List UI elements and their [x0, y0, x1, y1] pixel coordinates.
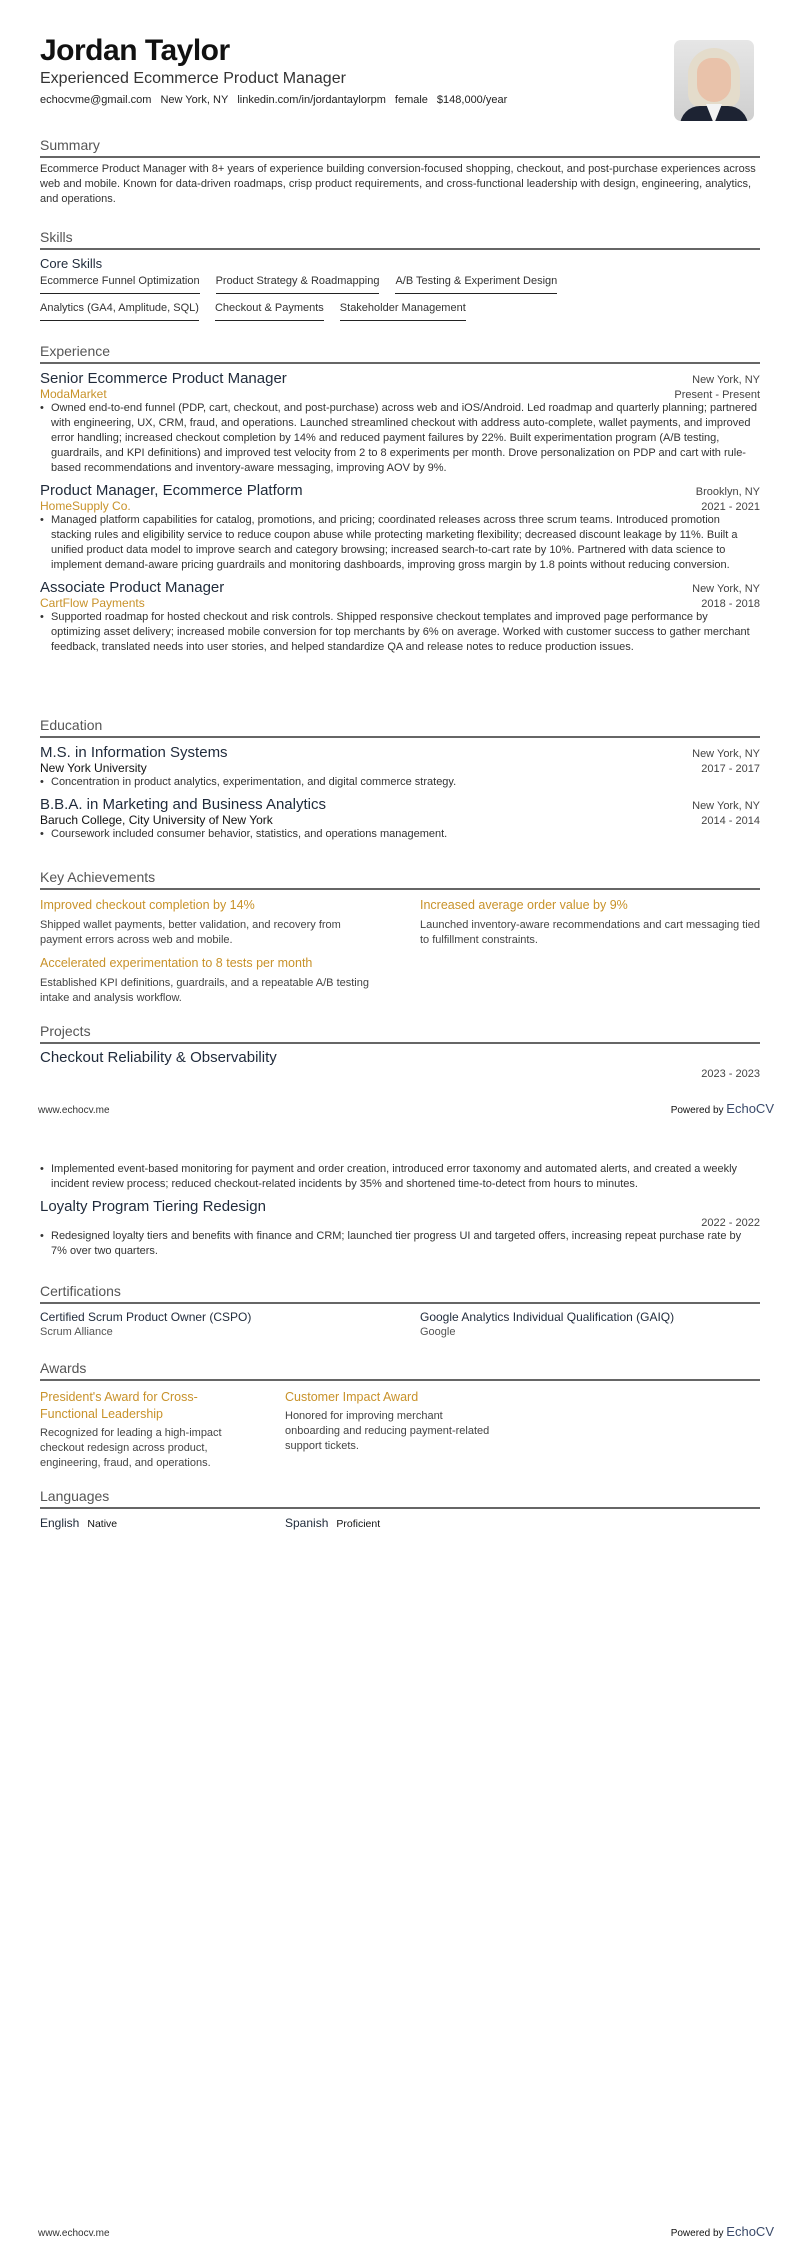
contact-linkedin[interactable]: linkedin.com/in/jordantaylorpm [237, 94, 386, 106]
bullet-icon: • [40, 611, 44, 623]
footer-powered[interactable] [671, 1101, 774, 1116]
job-bullet: Managed platform capabilities for catalog, promotions, and pricing; coordinated releases across three scrum teams. Introduced promotion stacking rules and eligibility service to reduce coupon abuse while protecting marketing flexibility; decreased discount leakage by 11%. Built a unified product data model to improve search and category browsing; increased search-to-cart rate by 10%. Partnered with data science to implement demand-aware pricing guardrails and monitoring dashboards, improving gross margin by 1.8 points without reducing conversion. [51, 514, 738, 571]
job-title: Product Manager, Ecommerce Platform [40, 482, 303, 499]
echocv-logo: EchoCV [726, 1101, 774, 1116]
achievements-section [40, 869, 760, 1006]
company-name: HomeSupply Co. [40, 499, 131, 513]
award-item [285, 1381, 490, 1471]
achievement-desc: Established KPI definitions, guardrails, and a repeatable A/B testing intake and analysis workflow. [40, 977, 369, 1004]
section-heading: Certifications [40, 1283, 760, 1304]
achievement-item [40, 948, 380, 1006]
achievement-desc: Shipped wallet payments, better validation, and recovery from payment errors across web and mobile. [40, 919, 341, 946]
skill-tag: Analytics (GA4, Amplitude, SQL) [40, 302, 199, 321]
cert-name: Google Analytics Individual Qualification (GAIQ) [420, 1310, 675, 1324]
contact-email[interactable]: echocvme@gmail.com [40, 94, 152, 106]
project-bullet: Redesigned loyalty tiers and benefits with finance and CRM; launched tier progress UI and targeted offers, increasing repeat purchase rate by 7% over two quarters. [51, 1230, 742, 1257]
projects-continued [40, 1162, 760, 1259]
skill-tag: Stakeholder Management [340, 302, 466, 321]
certification-item [420, 1310, 760, 1338]
job-title: Associate Product Manager [40, 579, 225, 596]
edu-bullet: Coursework included consumer behavior, statistics, and operations management. [51, 828, 448, 840]
degree: M.S. in Information Systems [40, 744, 228, 761]
edu-dates: 2014 - 2014 [701, 815, 760, 827]
skill-tag: A/B Testing & Experiment Design [395, 275, 557, 294]
section-heading: Projects [40, 1023, 760, 1044]
profile-photo [674, 40, 754, 121]
language-item [285, 1514, 530, 1532]
footer-site-link[interactable]: www.echocv.me [38, 2228, 110, 2239]
awards-section [40, 1360, 760, 1471]
award-item [40, 1381, 245, 1471]
languages-section [40, 1488, 760, 1532]
contact-gender: female [394, 94, 428, 106]
job-bullet: Owned end-to-end funnel (PDP, cart, checkout, and post-purchase) across web and iOS/Android. Led roadmap and quarterly planning; partnered with engineering, UX, CRM, fraud, and operations. Launched streamlined checkout with address auto-complete, wallet payments, and improved error handling; increased checkout completion by 14% and reduced payment failures by 22%. Built experimentation program (A/B testing, guardrails, and KPI definitions) and improved test velocity from 2 to 8 experiments per month. Drove personalization on PDP and cart with rule-based recommendations and inventory-aware messaging, improving AOV by 9%. [51, 402, 758, 474]
section-heading: Education [40, 717, 760, 738]
language-level: Native [87, 1518, 118, 1530]
edu-location: New York, NY [692, 748, 760, 760]
degree: B.B.A. in Marketing and Business Analytics [40, 796, 326, 813]
job-bullet: Supported roadmap for hosted checkout and risk controls. Shipped responsive checkout templates and improved page performance by optimizing asset delivery; increased mobile conversion for top merchants by 6% on average. Worked with customer success to gather merchant feedback, translated needs into user stories, and helped standardize QA and release notes to reduce production issues. [51, 611, 750, 653]
language-item [40, 1514, 285, 1532]
project-dates: 2022 - 2022 [701, 1217, 760, 1229]
candidate-name: Jordan Taylor [40, 34, 230, 67]
job-location: New York, NY [692, 583, 760, 595]
education-section [40, 717, 760, 842]
echocv-logo: EchoCV [726, 2224, 774, 2239]
section-heading: Languages [40, 1488, 760, 1509]
contact-location: New York, NY [160, 94, 229, 106]
language-name: Spanish [285, 1516, 329, 1530]
section-heading: Skills [40, 229, 760, 250]
achievement-desc: Launched inventory-aware recommendations and cart messaging tied to fulfillment constraints. [420, 919, 760, 946]
cert-name: Certified Scrum Product Owner (CSPO) [40, 1310, 252, 1324]
powered-by-label: Powered by [670, 2228, 724, 2239]
project-dates: 2023 - 2023 [701, 1068, 760, 1080]
footer-powered[interactable] [671, 2224, 774, 2239]
summary-section [40, 137, 760, 207]
award-title: Customer Impact Award [285, 1390, 419, 1404]
job-dates: 2021 - 2021 [701, 501, 760, 513]
projects-section [40, 1023, 760, 1080]
achievement-item [420, 890, 760, 948]
bullet-icon: • [40, 1163, 44, 1175]
summary-text: Ecommerce Product Manager with 8+ years of experience building conversion-focused shopping, checkout, and post-purchase experiences across web and mobile. Known for data-driven roadmaps, crisp product requirements, and cross-functional leadership with design, engineering, analytics, and operations. [40, 163, 756, 205]
job-entry [40, 482, 760, 573]
section-heading: Key Achievements [40, 869, 760, 890]
resume-header [40, 34, 760, 106]
section-heading: Summary [40, 137, 760, 158]
education-entry [40, 744, 760, 790]
footer-site-link[interactable]: www.echocv.me [38, 1105, 110, 1116]
school: Baruch College, City University of New York [40, 813, 273, 827]
job-location: Brooklyn, NY [695, 486, 760, 498]
bullet-icon: • [40, 402, 44, 414]
job-entry [40, 579, 760, 655]
award-title: President's Award for Cross-Functional Leadership [40, 1390, 198, 1421]
education-entry [40, 796, 760, 842]
powered-by-label: Powered by [670, 1105, 724, 1116]
bullet-icon: • [40, 776, 44, 788]
skill-tag: Ecommerce Funnel Optimization [40, 275, 200, 294]
award-desc: Recognized for leading a high-impact checkout redesign across product, engineering, fraud, and operations. [40, 1427, 222, 1469]
edu-location: New York, NY [692, 800, 760, 812]
achievement-title: Accelerated experimentation to 8 tests per month [40, 956, 313, 970]
job-entry [40, 370, 760, 476]
language-name: English [40, 1516, 80, 1530]
language-level: Proficient [336, 1518, 381, 1530]
contact-salary: $148,000/year [436, 94, 508, 106]
experience-section [40, 343, 760, 655]
job-dates: Present - Present [674, 389, 760, 401]
job-dates: 2018 - 2018 [701, 598, 760, 610]
skills-section [40, 229, 760, 325]
cert-issuer: Google [420, 1326, 456, 1338]
candidate-title: Experienced Ecommerce Product Manager [40, 70, 346, 87]
company-name: CartFlow Payments [40, 596, 145, 610]
company-name: ModaMarket [40, 387, 107, 401]
achievement-item [40, 890, 380, 948]
skill-tag: Product Strategy & Roadmapping [216, 275, 380, 294]
certification-item [40, 1310, 380, 1338]
job-location: New York, NY [692, 374, 760, 386]
job-title: Senior Ecommerce Product Manager [40, 370, 287, 387]
certifications-section [40, 1283, 760, 1338]
bullet-icon: • [40, 1230, 44, 1242]
achievement-title: Increased average order value by 9% [420, 898, 628, 912]
edu-dates: 2017 - 2017 [701, 763, 760, 775]
edu-bullet: Concentration in product analytics, experimentation, and digital commerce strategy. [51, 776, 457, 788]
skill-tags [40, 275, 660, 325]
project-bullet: Implemented event-based monitoring for payment and order creation, introduced error taxonomy and automated alerts, and created a weekly incident review process; reduced checkout-related incidents by 35% and shortened time-to-detect from hours to minutes. [51, 1163, 738, 1190]
bullet-icon: • [40, 828, 44, 840]
school: New York University [40, 761, 147, 775]
skill-group-title: Core Skills [40, 256, 103, 271]
project-title: Loyalty Program Tiering Redesign [40, 1198, 266, 1215]
skill-tag: Checkout & Payments [215, 302, 324, 321]
section-heading: Awards [40, 1360, 760, 1381]
cert-issuer: Scrum Alliance [40, 1326, 113, 1338]
project-title: Checkout Reliability & Observability [40, 1049, 277, 1066]
section-heading: Experience [40, 343, 760, 364]
achievement-title: Improved checkout completion by 14% [40, 898, 255, 912]
award-desc: Honored for improving merchant onboarding and reducing payment-related support tickets. [285, 1410, 490, 1452]
contact-line [40, 94, 760, 106]
bullet-icon: • [40, 514, 44, 526]
